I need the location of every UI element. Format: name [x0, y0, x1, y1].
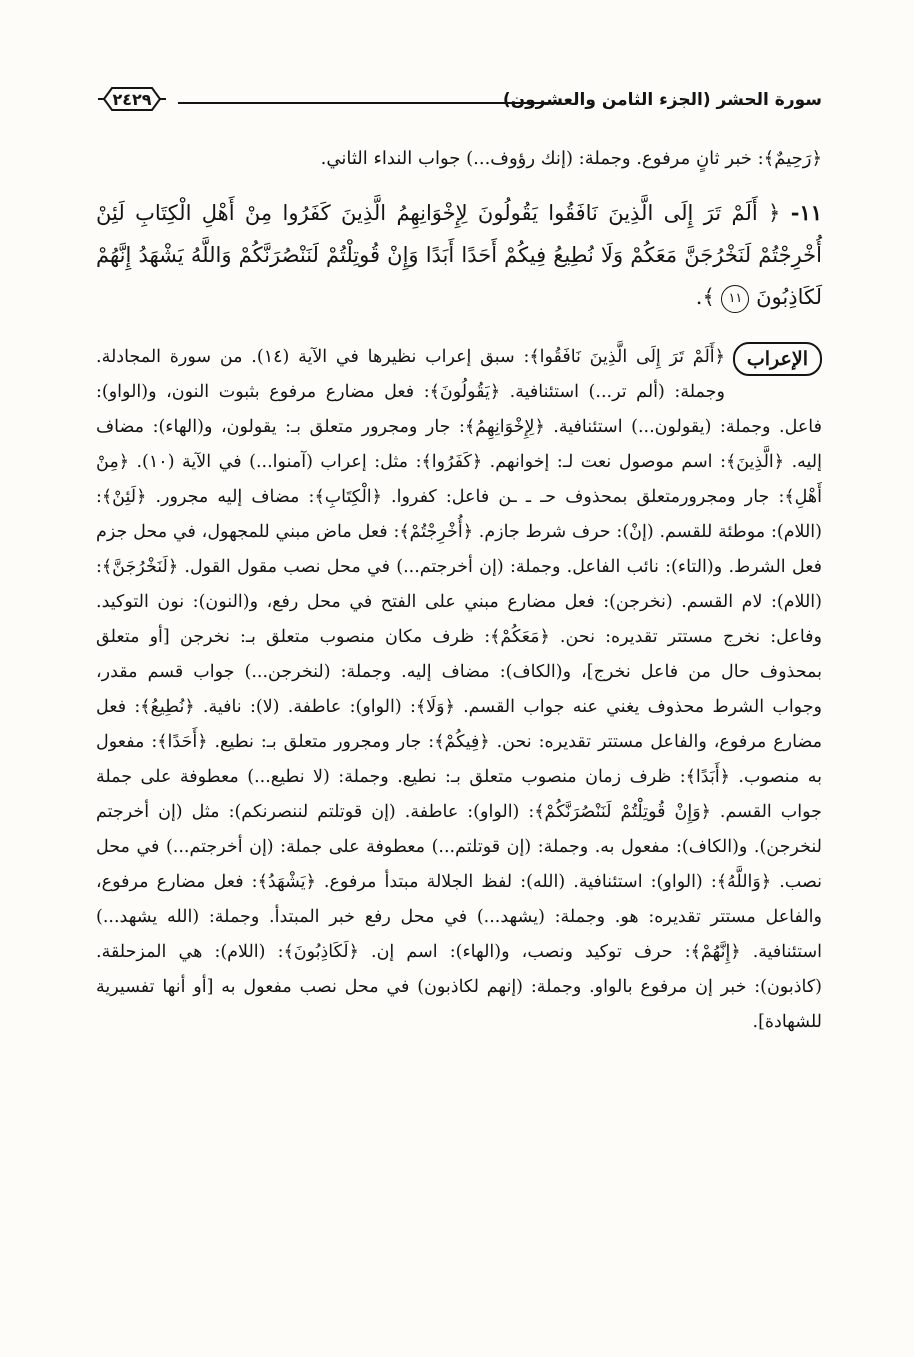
- page-number-badge: [96, 85, 168, 113]
- header-divider: [178, 102, 560, 104]
- quran-verse: [96, 192, 822, 318]
- irab-text: ﴿أَلَمْ تَرَ إِلَى الَّذِينَ نَافَقُوا﴾: سبق إعراب نظيرها في الآية (١٤). من سورة المجادلة. وجملة: (ألم تر...) استئنافية. ﴿يَقُولُونَ﴾: فعل مضارع مرفوع بثبوت النون، و(الواو): فاعل. وجملة: (يقولون...) استئنافية. ﴿لِإِخْوَانِهِمُ﴾: جار ومجرور متعلق بـ: يقولون، و(الهاء): مضاف إليه. ﴿الَّذِينَ﴾: اسم موصول نعت لـ: إخوانهم. ﴿كَفَرُوا﴾: مثل: إعراب (آمنوا...) في الآية (١٠). ﴿مِنْ أَهْلِ﴾: جار ومجرورمتعلق بمحذوف حـ ـ ـن فاعل: كفروا. ﴿الْكِتَابِ﴾: مضاف إليه مجرور. ﴿لَئِنْ﴾: (اللام): موطئة للقسم. (إنْ): حرف شرط جازم. ﴿أُخْرِجْتُمْ﴾: فعل ماض مبني للمجهول، في محل جزم فعل الشرط. و(التاء): نائب الفاعل. وجملة: (إن أخرجتم...) في محل نصب مقول القول. ﴿لَنَخْرُجَنَّ﴾: (اللام): لام القسم. (نخرجن): فعل مضارع مبني على الفتح في محل رفع، و(النون): نون التوكيد. وفاعل: نخرج مستتر تقديره: نحن. ﴿مَعَكُمْ﴾: ظرف مكان منصوب متعلق بـ: نخرجن [أو متعلق بمحذوف حال من فاعل نخرج]، و(الكاف): مضاف إليه. وجملة: (لنخرجن...) جواب قسم مقدر، وجواب الشرط محذوف يغني عنه جواب القسم. ﴿وَلَا﴾: (الواو): عاطفة. (لا): نافية. ﴿نُطِيعُ﴾: فعل مضارع مرفوع، والفاعل مستتر تقديره: نحن. ﴿فِيكُمْ﴾: جار ومجرور متعلق بـ: نطيع. ﴿أَحَدًا﴾: مفعول به منصوب. ﴿أَبَدًا﴾: ظرف زمان منصوب متعلق بـ: نطيع. وجملة: (لا نطيع...) معطوفة على جملة جواب القسم. ﴿وَإِنْ قُوتِلْتُمْ لَنَنْصُرَنَّكُمْ﴾: (الواو): عاطفة. (إن قوتلتم لننصرنكم): مثل (إن أخرجتم لنخرجن). و(الكاف): مفعول به. وجملة: (إن قوتلتم...) معطوفة على جملة: (إن أخرجتم...) في محل نصب. ﴿وَاللَّهُ﴾: (الواو): استئنافية. (الله): لفظ الجلالة مبتدأ مرفوع. ﴿يَشْهَدُ﴾: فعل مضارع مرفوع، والفاعل مستتر تقديره: هو. وجملة: (يشهد...) في محل رفع خبر المبتدأ. وجملة: (الله يشهد...) استئنافية. ﴿إِنَّهُمْ﴾: حرف توكيد ونصب، و(الهاء): اسم إن. ﴿لَكَاذِبُونَ﴾: (اللام): هي المزحلقة. (كاذبون): خبر إن مرفوع بالواو. وجملة: (إنهم لكاذبون) في محل نصب مفعول به [أو أنها تفسيرية للشهادة].: [96, 347, 822, 1032]
- intro-line: ﴿رَحِيمٌ﴾: خبر ثانٍ مرفوع. وجملة: (إنك رؤوف...) جواب النداء الثاني.: [320, 148, 822, 169]
- verse-close: ﴾.: [695, 285, 715, 309]
- verse-text: ﴿ أَلَمْ تَرَ إِلَى الَّذِينَ نَافَقُوا يَقُولُونَ لِإِخْوَانِهِمُ الَّذِينَ كَفَرُوا مِنْ أَهْلِ الْكِتَابِ لَئِنْ أُخْرِجْتُمْ لَنَخْرُجَنَّ مَعَكُمْ وَلَا نُطِيعُ فِيكُمْ أَحَدًا أَبَدًا وَإِنْ قُوتِلْتُمْ لَنَنْصُرَنَّكُمْ وَاللَّهُ يَشْهَدُ إِنَّهُمْ لَكَاذِبُونَ: [96, 201, 822, 309]
- document-page: [96, 78, 822, 1040]
- irab-label: الإعراب: [733, 342, 822, 376]
- verse-number: ١١-: [790, 200, 822, 225]
- page-number: ٢٤٢٩: [112, 89, 152, 109]
- page-header-title: سورة الحشر (الجزء الثامن والعشرون): [502, 90, 822, 110]
- irab-section: [96, 340, 822, 1040]
- ayah-end-marker: ١١: [721, 285, 749, 313]
- page-header: [96, 78, 822, 126]
